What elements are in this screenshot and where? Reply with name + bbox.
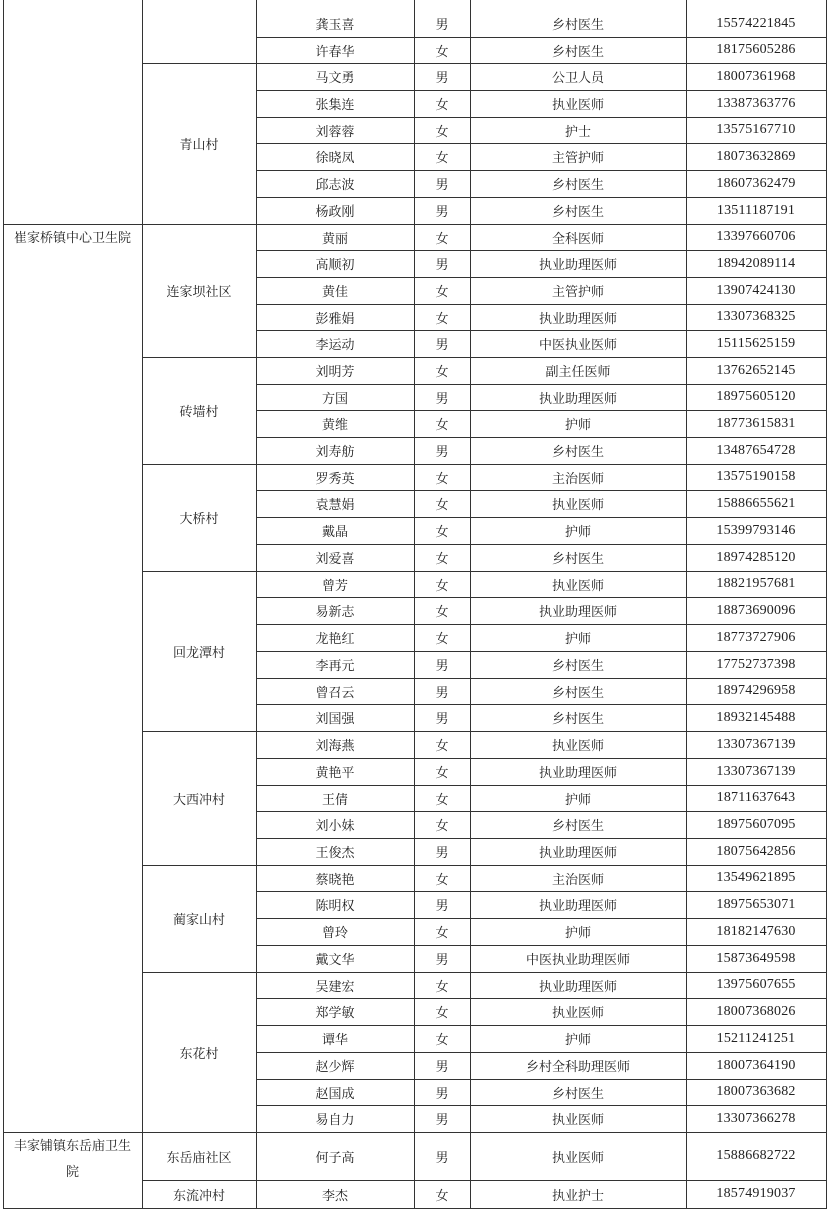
- village-name-cell: [142, 10, 256, 63]
- gender-cell: 女: [435, 632, 449, 647]
- column-divider: [256, 0, 257, 1209]
- phone-number-cell: 18073632869: [716, 148, 796, 164]
- job-title-cell: 乡村医生: [551, 819, 604, 834]
- staff-name-cell: 易自力: [315, 1113, 355, 1128]
- staff-name-cell: 袁慧娟: [315, 498, 355, 513]
- row-divider: [142, 63, 827, 64]
- phone-number-cell: 18821957681: [716, 576, 796, 591]
- row-divider: [256, 250, 827, 251]
- job-title-cell: 主管护师: [551, 285, 604, 300]
- gender-cell: 男: [435, 1113, 449, 1128]
- job-title-cell: 乡村医生: [551, 659, 604, 674]
- staff-name-cell: 李再元: [315, 659, 355, 674]
- gender-cell: 女: [435, 124, 449, 140]
- staff-name-cell: 刘小妹: [315, 819, 355, 834]
- job-title-cell: 乡村医生: [551, 712, 604, 727]
- job-title-cell: 乡村医生: [551, 205, 604, 220]
- column-divider: [3, 0, 4, 1209]
- gender-cell: 男: [435, 953, 449, 968]
- hospital-name-cell: [3, 10, 142, 224]
- staff-name-cell: 赵国成: [315, 1086, 355, 1102]
- phone-number-cell: 13397660706: [716, 229, 796, 244]
- gender-cell: 女: [435, 1188, 449, 1204]
- row-divider: [256, 197, 827, 198]
- gender-cell: 男: [435, 258, 449, 273]
- phone-number-cell: 13975607655: [716, 977, 796, 992]
- phone-number-cell: 15574221845: [716, 15, 796, 31]
- staff-name-cell: 刘寿舫: [315, 445, 355, 460]
- row-divider: [3, 1132, 827, 1133]
- staff-name-cell: 方国: [321, 391, 348, 407]
- gender-cell: 女: [435, 525, 449, 540]
- job-title-cell: 执业医师: [551, 739, 604, 754]
- staff-name-cell: 易新志: [315, 605, 355, 620]
- gender-cell: 男: [435, 899, 449, 914]
- staff-name-cell: 戴文华: [315, 953, 355, 968]
- row-divider: [256, 704, 827, 705]
- job-title-cell: 执业助理医师: [538, 391, 617, 407]
- row-divider: [256, 1025, 827, 1026]
- phone-number-cell: 18873690096: [716, 602, 796, 618]
- job-title-cell: 全科医师: [551, 231, 604, 247]
- job-title-cell: 乡村医生: [551, 552, 604, 567]
- phone-number-cell: 18773615831: [716, 415, 796, 431]
- staff-name-cell: 龚玉喜: [315, 18, 355, 33]
- phone-number-cell: 18175605286: [716, 42, 796, 57]
- job-title-cell: 执业助理医师: [538, 979, 617, 995]
- column-divider: [470, 0, 471, 1209]
- phone-number-cell: 13511187191: [716, 202, 796, 218]
- staff-name-cell: 郑学敏: [315, 1006, 355, 1021]
- job-title-cell: 乡村医生: [551, 18, 604, 33]
- job-title-cell: 副主任医师: [545, 365, 611, 380]
- row-divider: [142, 357, 827, 358]
- job-title-cell: 护士: [564, 124, 591, 140]
- row-divider: [256, 945, 827, 946]
- village-name-cell: 砖墙村: [179, 405, 219, 420]
- gender-cell: 男: [435, 659, 449, 674]
- phone-number-cell: 18975653071: [716, 896, 796, 912]
- gender-cell: 男: [435, 1150, 449, 1166]
- gender-cell: 男: [435, 1086, 449, 1102]
- gender-cell: 女: [435, 44, 449, 60]
- staff-name-cell: 刘海燕: [315, 739, 355, 754]
- phone-number-cell: 18007361968: [716, 68, 796, 84]
- staff-name-cell: 龙艳红: [315, 632, 355, 647]
- staff-name-cell: 张集连: [315, 98, 355, 113]
- phone-number-cell: 13387363776: [716, 95, 796, 111]
- phone-number-cell: 13307367139: [716, 736, 796, 752]
- gender-cell: 女: [435, 285, 449, 300]
- phone-number-cell: 15886655621: [716, 495, 796, 511]
- phone-number-cell: 18773727906: [716, 629, 796, 645]
- gender-cell: 女: [435, 979, 449, 995]
- gender-cell: 男: [435, 846, 449, 861]
- row-divider: [256, 651, 827, 652]
- staff-name-cell: 曾召云: [315, 685, 355, 701]
- staff-name-cell: 曾芳: [321, 578, 348, 594]
- phone-number-cell: 17752737398: [716, 656, 796, 672]
- gender-cell: 女: [435, 739, 449, 754]
- row-divider: [256, 277, 827, 278]
- gender-cell: 女: [435, 365, 449, 380]
- column-divider: [686, 0, 687, 1209]
- staff-name-cell: 何子高: [315, 1150, 355, 1166]
- job-title-cell: 乡村医生: [551, 685, 604, 701]
- phone-number-cell: 15115625159: [716, 335, 796, 351]
- job-title-cell: 执业助理医师: [538, 766, 617, 781]
- gender-cell: 女: [435, 98, 449, 113]
- gender-cell: 女: [435, 418, 449, 433]
- phone-number-cell: 13575167710: [716, 122, 796, 137]
- staff-name-cell: 李杰: [321, 1188, 348, 1204]
- job-title-cell: 执业医师: [551, 578, 604, 594]
- staff-name-cell: 高顺初: [315, 258, 355, 273]
- gender-cell: 女: [435, 819, 449, 834]
- gender-cell: 女: [435, 1006, 449, 1021]
- row-divider: [142, 1180, 827, 1181]
- row-divider: [256, 117, 827, 118]
- row-divider: [3, 1208, 827, 1209]
- row-divider: [142, 731, 827, 732]
- gender-cell: 女: [435, 552, 449, 567]
- job-title-cell: 执业助理医师: [538, 846, 617, 861]
- job-title-cell: 主治医师: [551, 471, 604, 487]
- village-name-cell: 东花村: [179, 1046, 219, 1062]
- phone-number-cell: 18975607095: [716, 816, 796, 832]
- phone-number-cell: 13549621895: [716, 870, 796, 885]
- phone-number-cell: 18075642856: [716, 843, 796, 859]
- staff-name-cell: 黄艳平: [315, 766, 355, 781]
- row-divider: [256, 1079, 827, 1080]
- phone-number-cell: 18932145488: [716, 709, 796, 725]
- row-divider: [256, 544, 827, 545]
- column-divider: [142, 0, 143, 1209]
- job-title-cell: 执业助理医师: [538, 899, 617, 914]
- job-title-cell: 执业医师: [551, 1006, 604, 1021]
- job-title-cell: 执业助理医师: [538, 605, 617, 620]
- phone-number-cell: 13307368325: [716, 309, 796, 324]
- phone-number-cell: 13487654728: [716, 442, 796, 458]
- gender-cell: 女: [435, 926, 449, 941]
- job-title-cell: 主管护师: [551, 151, 604, 166]
- phone-number-cell: 13307366278: [716, 1110, 796, 1126]
- row-divider: [256, 891, 827, 892]
- staff-name-cell: 赵少辉: [315, 1060, 355, 1075]
- row-divider: [142, 972, 827, 973]
- job-title-cell: 执业助理医师: [538, 311, 617, 327]
- row-divider: [256, 998, 827, 999]
- phone-number-cell: 15886682722: [716, 1148, 796, 1163]
- gender-cell: 女: [435, 471, 449, 487]
- row-divider: [256, 838, 827, 839]
- row-divider: [3, 224, 827, 225]
- phone-number-cell: 18574919037: [716, 1186, 796, 1201]
- staff-name-cell: 黄丽: [321, 231, 348, 247]
- staff-name-cell: 杨政刚: [315, 205, 355, 220]
- row-divider: [256, 437, 827, 438]
- job-title-cell: 公卫人员: [551, 71, 604, 86]
- row-divider: [256, 1052, 827, 1053]
- job-title-cell: 执业医师: [551, 98, 604, 113]
- phone-number-cell: 15211241251: [716, 1030, 796, 1046]
- phone-number-cell: 18974285120: [716, 549, 796, 565]
- row-divider: [256, 330, 827, 331]
- phone-number-cell: 18007363682: [716, 1084, 796, 1099]
- phone-number-cell: 18974296958: [716, 683, 796, 698]
- gender-cell: 女: [435, 498, 449, 513]
- village-name-cell: 大西冲村: [172, 792, 225, 808]
- job-title-cell: 中医执业助理医师: [525, 953, 630, 968]
- phone-number-cell: 13762652145: [716, 362, 796, 378]
- staff-name-cell: 刘爱喜: [315, 552, 355, 567]
- job-title-cell: 乡村全科助理医师: [525, 1060, 630, 1075]
- row-divider: [256, 811, 827, 812]
- staff-name-cell: 曾玲: [321, 926, 348, 941]
- job-title-cell: 乡村医生: [551, 1086, 604, 1102]
- gender-cell: 女: [435, 151, 449, 166]
- staff-name-cell: 陈明权: [315, 899, 355, 914]
- gender-cell: 男: [435, 18, 449, 33]
- staff-name-cell: 谭华: [321, 1033, 348, 1048]
- gender-cell: 女: [435, 231, 449, 247]
- village-name-cell: 蔺家山村: [172, 913, 225, 928]
- staff-name-cell: 罗秀英: [315, 471, 355, 487]
- column-divider: [414, 0, 415, 1209]
- staff-name-cell: 许春华: [315, 44, 355, 60]
- village-name-cell: 大桥村: [179, 512, 219, 527]
- job-title-cell: 护师: [564, 632, 591, 647]
- row-divider: [256, 678, 827, 679]
- row-divider: [256, 170, 827, 171]
- row-divider: [256, 597, 827, 598]
- job-title-cell: 执业助理医师: [538, 258, 617, 273]
- job-title-cell: 执业医师: [551, 498, 604, 513]
- phone-number-cell: 18607362479: [716, 175, 796, 191]
- job-title-cell: 中医执业医师: [538, 338, 617, 353]
- phone-number-cell: 13307367139: [716, 763, 796, 779]
- row-divider: [256, 304, 827, 305]
- staff-name-cell: 李运动: [315, 338, 355, 353]
- job-title-cell: 护师: [564, 926, 591, 941]
- staff-name-cell: 王俊杰: [315, 846, 355, 861]
- staff-name-cell: 戴晶: [321, 525, 348, 540]
- row-divider: [256, 758, 827, 759]
- row-divider: [256, 490, 827, 491]
- staff-name-cell: 黄佳: [321, 285, 348, 300]
- staff-name-cell: 刘明芳: [315, 365, 355, 380]
- row-divider: [256, 410, 827, 411]
- gender-cell: 男: [435, 71, 449, 86]
- job-title-cell: 执业医师: [551, 1150, 604, 1166]
- row-divider: [256, 384, 827, 385]
- row-divider: [256, 785, 827, 786]
- phone-number-cell: 13907424130: [716, 282, 796, 298]
- staff-name-cell: 吴建宏: [315, 979, 355, 995]
- job-title-cell: 乡村医生: [551, 178, 604, 193]
- row-divider: [142, 571, 827, 572]
- phone-number-cell: 13575190158: [716, 469, 796, 484]
- staff-name-cell: 王倩: [321, 792, 348, 808]
- job-title-cell: 乡村医生: [551, 445, 604, 460]
- gender-cell: 男: [435, 391, 449, 407]
- job-title-cell: 护师: [564, 525, 591, 540]
- village-name-cell: 东岳庙社区: [166, 1150, 232, 1166]
- row-divider: [256, 624, 827, 625]
- village-name-cell: 东流冲村: [172, 1188, 225, 1204]
- staff-name-cell: 彭雅娟: [315, 311, 355, 327]
- job-title-cell: 主治医师: [551, 872, 604, 888]
- row-divider: [256, 37, 827, 38]
- gender-cell: 女: [435, 1033, 449, 1048]
- phone-number-cell: 18711637643: [716, 790, 796, 805]
- gender-cell: 男: [435, 338, 449, 353]
- gender-cell: 男: [435, 178, 449, 193]
- row-divider: [256, 918, 827, 919]
- job-title-cell: 护师: [564, 1033, 591, 1048]
- column-divider: [826, 0, 827, 1209]
- phone-number-cell: 18182147630: [716, 923, 796, 939]
- village-name-cell: 青山村: [179, 138, 219, 153]
- row-divider: [256, 90, 827, 91]
- gender-cell: 女: [435, 792, 449, 808]
- row-divider: [256, 517, 827, 518]
- row-divider: [256, 143, 827, 144]
- hospital-name-cell: 崔家桥镇中心卫生院: [13, 231, 131, 246]
- gender-cell: 男: [435, 205, 449, 220]
- gender-cell: 女: [435, 605, 449, 620]
- phone-number-cell: 18975605120: [716, 389, 796, 404]
- job-title-cell: 乡村医生: [551, 44, 604, 60]
- row-divider: [142, 464, 827, 465]
- row-divider: [142, 865, 827, 866]
- staff-name-cell: 黄维: [321, 418, 348, 433]
- village-name-cell: 连家坝社区: [166, 285, 232, 300]
- phone-number-cell: 18007368026: [716, 1003, 796, 1019]
- gender-cell: 男: [435, 1060, 449, 1075]
- staff-name-cell: 邱志波: [315, 178, 355, 193]
- gender-cell: 女: [435, 766, 449, 781]
- staff-name-cell: 刘国强: [315, 712, 355, 727]
- gender-cell: 男: [435, 685, 449, 701]
- phone-number-cell: 18007364190: [716, 1057, 796, 1073]
- staff-name-cell: 徐晓凤: [315, 151, 355, 166]
- staff-name-cell: 蔡晓艳: [315, 872, 355, 888]
- job-title-cell: 护师: [564, 418, 591, 433]
- gender-cell: 女: [435, 311, 449, 327]
- hospital-name-cell: 丰家铺镇东岳庙卫生院: [13, 1139, 131, 1180]
- gender-cell: 男: [435, 712, 449, 727]
- village-name-cell: 回龙潭村: [172, 645, 225, 661]
- gender-cell: 女: [435, 578, 449, 594]
- gender-cell: 男: [435, 445, 449, 460]
- job-title-cell: 护师: [564, 792, 591, 808]
- job-title-cell: 执业医师: [551, 1113, 604, 1128]
- gender-cell: 女: [435, 872, 449, 888]
- staff-name-cell: 刘蓉蓉: [315, 124, 355, 140]
- staff-name-cell: 马文勇: [315, 71, 355, 86]
- phone-number-cell: 18942089114: [716, 255, 796, 271]
- phone-number-cell: 15873649598: [716, 950, 796, 966]
- row-divider: [256, 1105, 827, 1106]
- phone-number-cell: 15399793146: [716, 522, 796, 538]
- job-title-cell: 执业护士: [551, 1188, 604, 1204]
